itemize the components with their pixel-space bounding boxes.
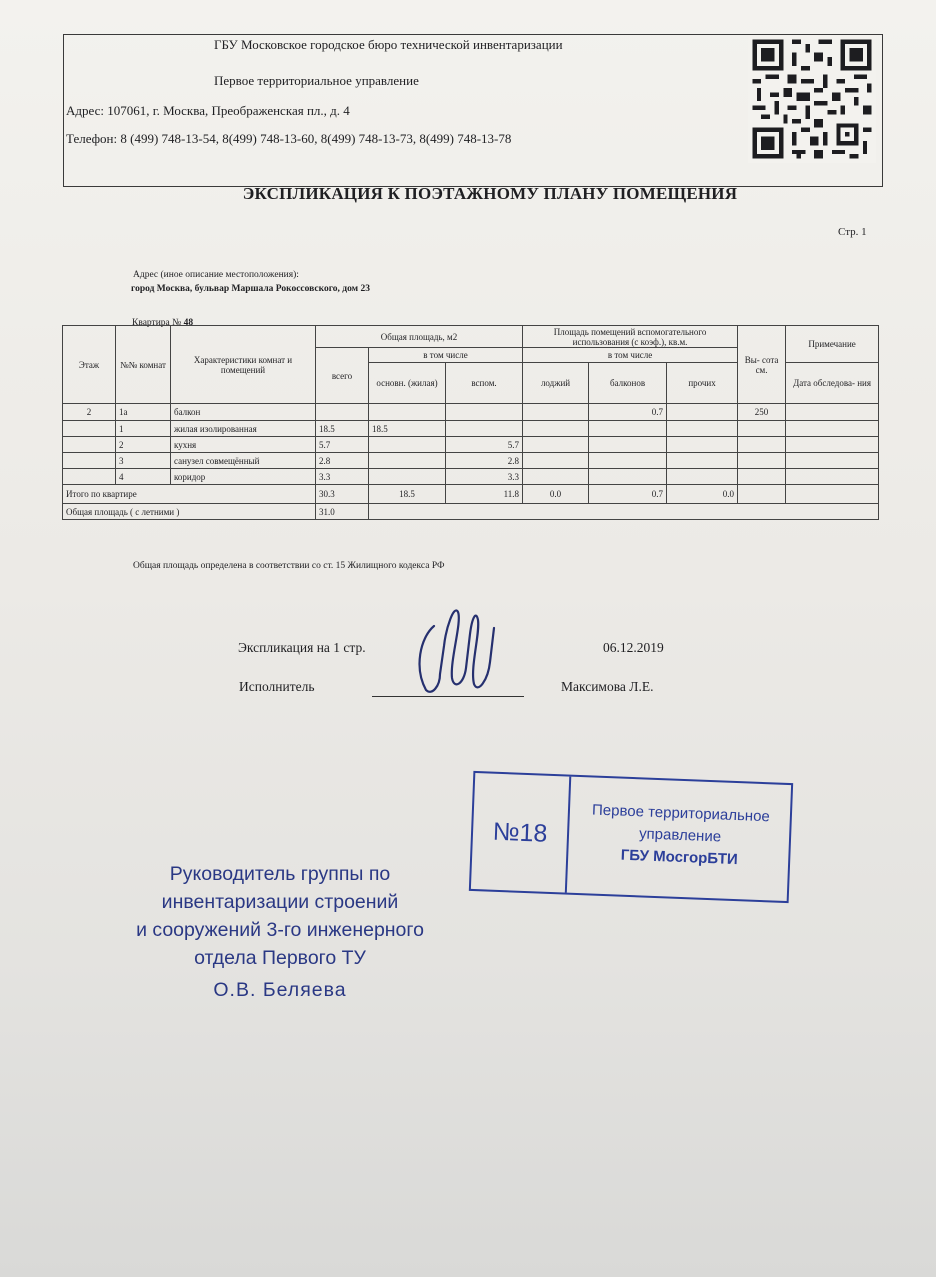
totals-label: Итого по квартире [63,485,316,504]
org-phones: Телефон: 8 (499) 748-13-54, 8(499) 748-13-60, 8(499) 748-13-73, 8(499) 748-13-78 [66,131,512,146]
cell-balcony [589,469,667,485]
cell-room-no: 2 [116,437,171,453]
stamp-line-2: управление [638,825,722,846]
cell-note [786,453,879,469]
approver-line-4: отдела Первого ТУ [194,947,366,969]
cell-balcony: 0.7 [589,404,667,421]
executor-label: Исполнитель [239,679,315,694]
totals-other: 0.0 [667,485,738,504]
cell-room-no: 3 [116,453,171,469]
apartment-number: 48 [183,318,194,328]
cell-height [738,469,786,485]
summer-total-label: Общая площадь ( с летними ) [63,504,316,520]
col-balcony: балконов [589,363,667,404]
cell-note [786,421,879,437]
official-stamp [469,771,793,903]
approver-name: О.В. Беляева [213,979,347,1001]
totals-main: 18.5 [369,485,446,504]
stamp-text [570,799,790,873]
signature-icon [410,598,520,698]
cell-other [667,453,738,469]
col-loggia: лоджий [523,363,589,404]
cell-height [738,453,786,469]
cell-main: 18.5 [369,421,446,437]
address-value: город Москва, бульвар Маршала Рокоссовского, дом 23 [131,284,371,294]
cell-floor [63,469,116,485]
col-note: Примечание [786,326,879,363]
org-name: ГБУ Московское городское бюро технической инвентаризации [214,37,563,52]
cell-room-no: 4 [116,469,171,485]
cell-main [369,404,446,421]
col-floor: Этаж [63,326,116,404]
footnote: Общая площадь определена в соответствии со ст. 15 Жилищного кодекса РФ [133,561,445,571]
document-title: ЭКСПЛИКАЦИЯ К ПОЭТАЖНОМУ ПЛАНУ ПОМЕЩЕНИЯ [242,184,738,203]
cell-main [369,437,446,453]
cell-loggia [523,453,589,469]
org-address: Адрес: 107061, г. Москва, Преображенская пл., д. 4 [66,103,350,118]
stamp-line-1: Первое территориальное [591,801,771,826]
cell-loggia [523,469,589,485]
table-row [63,437,879,453]
executor-name: Максимова Л.Е. [561,679,654,694]
cell-main [369,453,446,469]
summer-total-value: 31.0 [316,504,369,520]
col-aux: вспом. [446,363,523,404]
cell-total: 5.7 [316,437,369,453]
cell-other [667,437,738,453]
table-row [63,469,879,485]
totals-loggia: 0.0 [523,485,589,504]
cell-loggia [523,421,589,437]
col-incl: в том числе [369,348,523,363]
stamp-line-3: ГБУ МосгорБТИ [620,846,739,869]
col-incl2: в том числе [523,348,738,363]
explication-table [62,325,879,520]
summer-total-blank [369,504,879,520]
cell-note [786,437,879,453]
cell-room-desc: балкон [171,404,316,421]
approver-line-2: инвентаризации строений [161,891,399,913]
cell-floor [63,437,116,453]
page-number: Стр. 1 [838,226,867,238]
totals-balcony: 0.7 [589,485,667,504]
summer-total-row [63,504,879,520]
col-aux-area: Площадь помещений вспомогательного использования (с коэф.), кв.м. [523,326,738,348]
stamp-number: №18 [471,773,571,893]
approver-line-1: Руководитель группы по [169,863,391,885]
cell-note [786,469,879,485]
cell-height [738,421,786,437]
totals-note [786,485,879,504]
cell-room-desc: санузел совмещённый [171,453,316,469]
totals-row [63,485,879,504]
cell-aux [446,421,523,437]
col-total: всего [316,348,369,404]
cell-total: 3.3 [316,469,369,485]
cell-floor [63,421,116,437]
cell-aux: 2.8 [446,453,523,469]
cell-total [316,404,369,421]
qr-code-icon [748,35,876,163]
table-row [63,421,879,437]
table-row [63,404,879,421]
col-survey-date: Дата обследова- ния [786,363,879,404]
address-label: Адрес (иное описание местоположения): [133,270,299,280]
col-other: прочих [667,363,738,404]
cell-balcony [589,421,667,437]
dept-name: Первое территориальное управление [214,73,419,88]
cell-room-desc: кухня [171,437,316,453]
cell-aux: 3.3 [446,469,523,485]
cell-floor [63,453,116,469]
cell-loggia [523,437,589,453]
cell-other [667,421,738,437]
cell-floor: 2 [63,404,116,421]
approver-block [100,860,460,1004]
col-room-desc: Характеристики комнат и помещений [171,326,316,404]
col-total-area: Общая площадь, м2 [316,326,523,348]
col-room-no: №№ комнат [116,326,171,404]
cell-loggia [523,404,589,421]
col-main: основн. (жилая) [369,363,446,404]
cell-room-desc: жилая изолированная [171,421,316,437]
totals-aux: 11.8 [446,485,523,504]
approver-line-3: и сооружений 3-го инженерного [136,919,424,941]
cell-aux: 5.7 [446,437,523,453]
explication-pages: Экспликация на 1 стр. [238,640,366,655]
signoff-date: 06.12.2019 [603,640,664,655]
totals-height [738,485,786,504]
apartment-label: Квартира № [132,318,182,328]
cell-room-no: 1 [116,421,171,437]
cell-room-desc: коридор [171,469,316,485]
cell-other [667,469,738,485]
cell-main [369,469,446,485]
cell-total: 18.5 [316,421,369,437]
cell-other [667,404,738,421]
col-height: Вы- сота см. [738,326,786,404]
totals-total: 30.3 [316,485,369,504]
cell-balcony [589,437,667,453]
cell-balcony [589,453,667,469]
cell-aux [446,404,523,421]
cell-total: 2.8 [316,453,369,469]
cell-height: 250 [738,404,786,421]
cell-height [738,437,786,453]
cell-note [786,404,879,421]
table-row [63,453,879,469]
cell-room-no: 1а [116,404,171,421]
